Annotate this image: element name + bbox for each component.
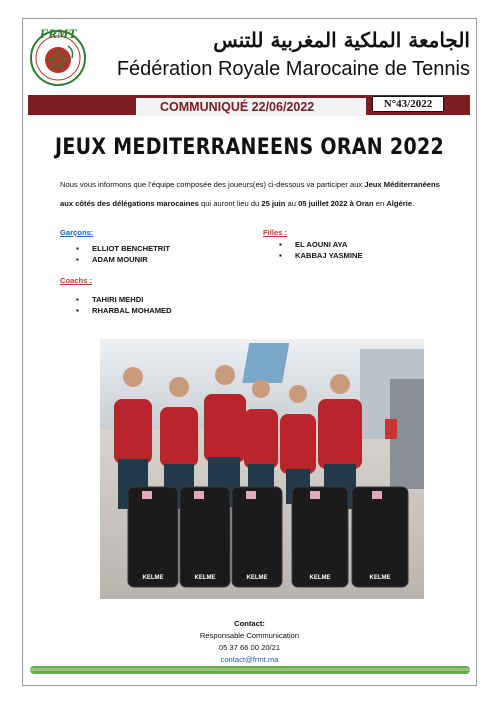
contact-email[interactable]: contact@frmt.ma: [220, 655, 279, 664]
garcons-section: [60, 228, 170, 265]
bag-brand-label: KELME: [194, 575, 216, 581]
intro-paragraph: Nous vous informons que l’équipe composée des joueurs(es) ci-dessous va participer aux Jeux Méditerranéens aux côtés des délégations marocaines qui auront lieu du 25 juin au 05 juillet 2022 à Oran en Algérie.: [60, 180, 440, 208]
garcons-title: Garçons:: [60, 228, 94, 237]
federation-arabic-name: الجامعة الملكية المغربية للتنس: [213, 28, 470, 52]
communique-number: N°43/2022: [372, 96, 444, 112]
contact-block: [0, 618, 499, 666]
coachs-section: [60, 276, 172, 316]
bag-brand-label: KELME: [309, 575, 331, 581]
communique-label: COMMUNIQUÉ 22/06/2022: [160, 100, 315, 114]
filles-section: [263, 228, 363, 261]
coachs-title: Coachs :: [60, 276, 93, 285]
bag-brand-label: KELME: [246, 575, 268, 581]
federation-name: Fédération Royale Marocaine de Tennis: [116, 58, 470, 80]
team-photo: [100, 339, 424, 599]
bag-brand-label: KELME: [369, 575, 391, 581]
list-item: ▪ RHARBAL MOHAMED: [76, 305, 172, 316]
contact-phone: 05 37 66 00 20/21: [218, 643, 281, 652]
grass-divider: [30, 664, 470, 676]
filles-title: Filles :: [263, 228, 288, 237]
logo-text: FRMT: [39, 26, 77, 41]
frmt-logo-icon: [28, 24, 88, 88]
list-item: ▪ EL AOUNI AYA: [279, 239, 363, 250]
contact-role: Responsable Communication: [199, 631, 300, 640]
list-item: ▪ ELLIOT BENCHETRIT: [76, 243, 170, 254]
list-item: ▪ KABBAJ YASMINE: [279, 250, 363, 261]
page-title: JEUX MEDITERRANEENS ORAN 2022: [54, 134, 444, 160]
bag-brand-label: KELME: [142, 575, 164, 581]
list-item: ▪ ADAM MOUNIR: [76, 254, 170, 265]
contact-label: Contact:: [234, 619, 265, 628]
list-item: ▪ TAHIRI MEHDI: [76, 294, 172, 305]
